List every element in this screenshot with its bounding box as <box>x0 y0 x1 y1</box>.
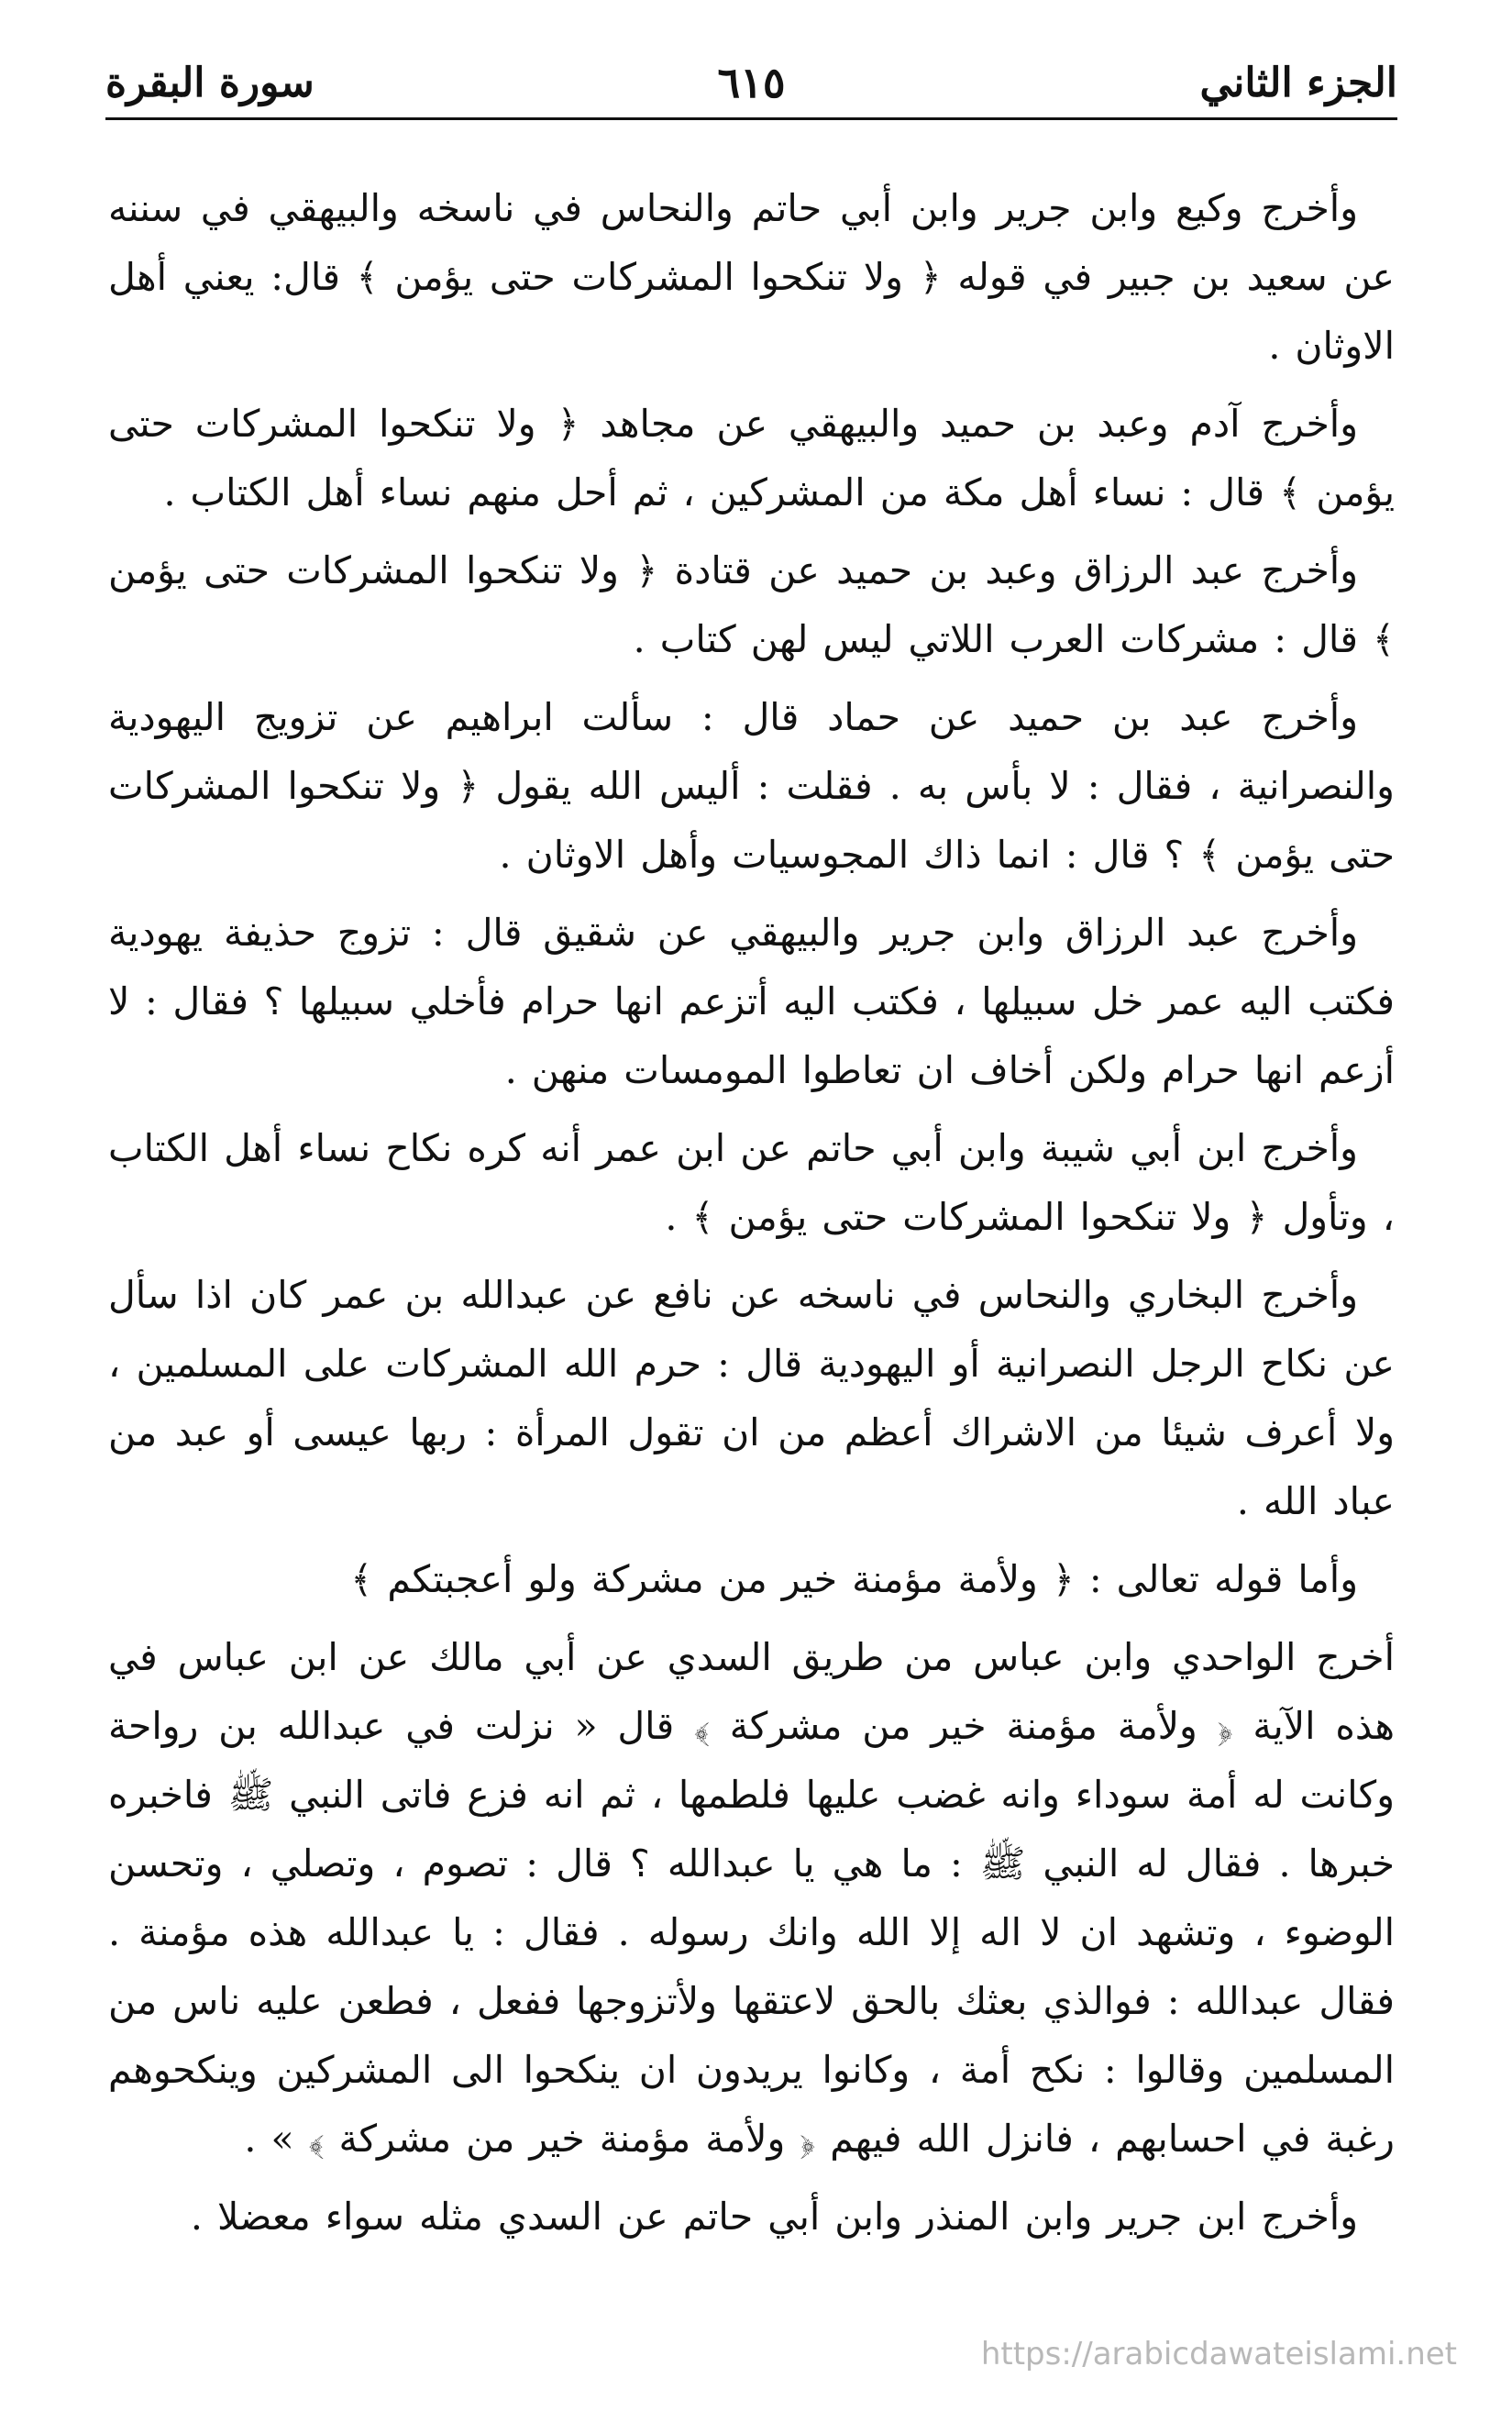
page-number: ٦١٥ <box>717 57 786 107</box>
paragraph-5: وأخرج عبد الرزاق وابن جرير والبيهقي عن شقيق قال : تزوج حذيفة يهودية فكتب اليه عمر خل سبيلها ، فكتب اليه أتزعم انها حرام فأخلي سبيلها ؟ فقال : لا أزعم انها حرام ولكن أخاف ان تعاطوا المومسات منهن . <box>108 911 1395 1092</box>
surah-title: سورة البقرة <box>105 60 315 107</box>
paragraph-7: وأخرج البخاري والنحاس في ناسخه عن نافع عن عبدالله بن عمر كان اذا سأل عن نكاح الرجل النصرانية أو اليهودية قال : حرم الله المشركات على المسلمين ، ولا أعرف شيئا من الاشراك أعظم من ان تقول المرأة : ربها عيسى أو عبد من عباد الله . <box>108 1273 1395 1523</box>
body-text <box>108 174 1395 2261</box>
paragraph-8: وأما قوله تعالى : ﴿ ولأمة مؤمنة خير من مشركة ولو أعجبتكم ﴾ <box>350 1557 1358 1601</box>
paragraph-3: وأخرج عبد الرزاق وعبد بن حميد عن قتادة ﴿ ولا تنكحوا المشركات حتى يؤمن ﴾ قال : مشركات العرب اللاتي ليس لهن كتاب . <box>108 548 1395 661</box>
paragraph-9: أخرج الواحدي وابن عباس من طريق السدي عن أبي مالك عن ابن عباس في هذه الآية ﴿ ولأمة مؤمنة خير من مشركة ﴾ قال « نزلت في عبدالله بن رواحة وكانت له أمة سوداء وانه غضب عليها فلطمها ، ثم انه فزع فاتى النبي ﷺ فاخبره خبرها . فقال له النبي ﷺ : ما هي يا عبدالله ؟ قال : تصوم ، وتصلي ، وتحسن الوضوء ، وتشهد ان لا اله إلا الله وانك رسوله . فقال : يا عبدالله هذه مؤمنة . فقال عبدالله : فوالذي بعثك بالحق لاعتقها ولأتزوجها ففعل ، فطعن عليه ناس من المسلمين وقالوا : نكح أمة ، وكانوا يريدون ان ينكحوا الى المشركين وينكحوهم رغبة في احسابهم ، فانزل الله فيهم ﴿ ولأمة مؤمنة خير من مشركة ﴾ » . <box>108 1635 1396 2161</box>
running-head <box>105 35 1397 108</box>
header-rule <box>105 117 1397 120</box>
source-watermark: https://arabicdawateislami.net <box>980 2336 1457 2372</box>
paragraph-10: وأخرج ابن جرير وابن المنذر وابن أبي حاتم عن السدي مثله سواء معضلا . <box>190 2195 1358 2239</box>
part-title: الجزء الثاني <box>1199 60 1397 107</box>
paragraph-6: وأخرج ابن أبي شيبة وابن أبي حاتم عن ابن عمر أنه كره نكاح نساء أهل الكتاب ، وتأول ﴿ ولا تنكحوا المشركات حتى يؤمن ﴾ . <box>108 1126 1395 1239</box>
paragraph-1: وأخرج وكيع وابن جرير وابن أبي حاتم والنحاس في ناسخه والبيهقي في سننه عن سعيد بن جبير في قوله ﴿ ولا تنكحوا المشركات حتى يؤمن ﴾ قال: يعني أهل الاوثان . <box>108 186 1395 368</box>
paragraph-2: وأخرج آدم وعبد بن حميد والبيهقي عن مجاهد ﴿ ولا تنكحوا المشركات حتى يؤمن ﴾ قال : نساء أهل مكة من المشركين ، ثم أحل منهم نساء أهل الكتاب . <box>108 402 1395 514</box>
paragraph-4: وأخرج عبد بن حميد عن حماد قال : سألت ابراهيم عن تزويج اليهودية والنصرانية ، فقال : لا بأس به . فقلت : أليس الله يقول ﴿ ولا تنكحوا المشركات حتى يؤمن ﴾ ؟ قال : انما ذاك المجوسيات وأهل الاوثان . <box>108 695 1395 877</box>
